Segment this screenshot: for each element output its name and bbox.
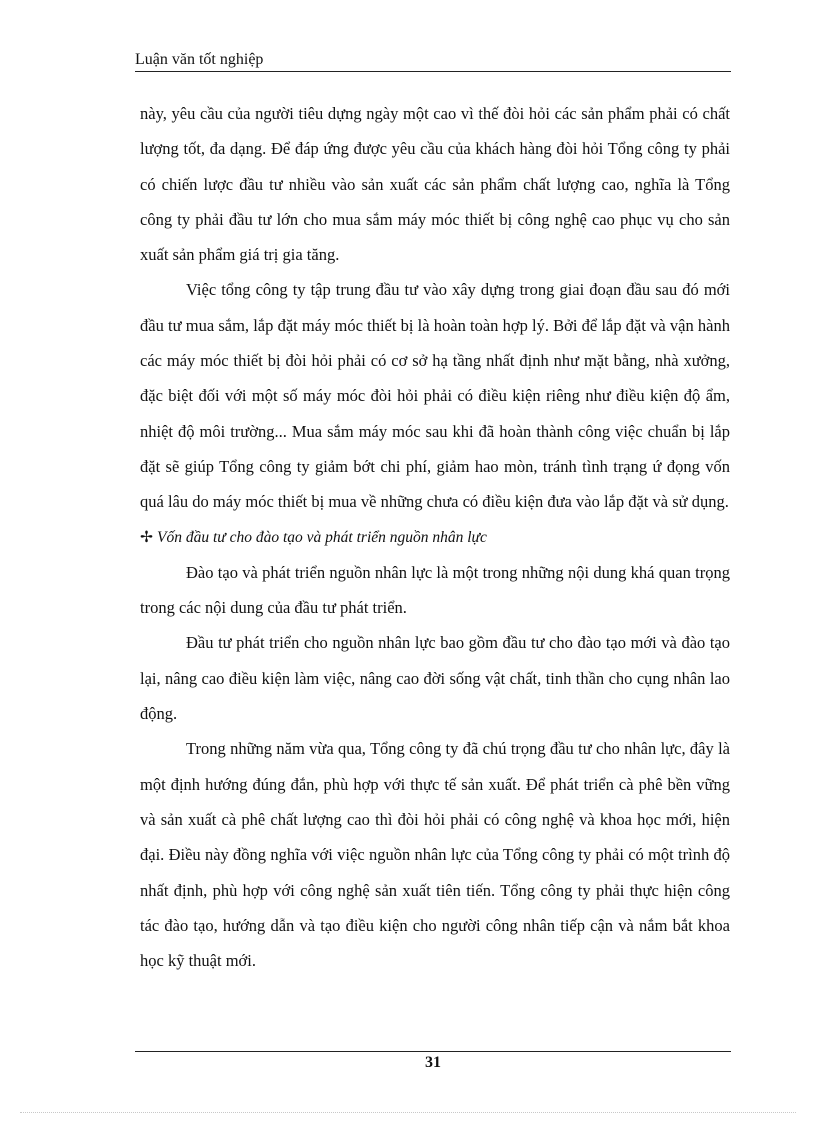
document-body (140, 96, 730, 978)
paragraph-4: Đầu tư phát triển cho nguồn nhân lực bao gồm đầu tư cho đào tạo mới và đào tạo lại, nâng cao điều kiện làm việc, nâng cao đời sống vật chất, tinh thần cho cụng nhân lao động. (140, 633, 730, 724)
page-header: Luận văn tốt nghiệp (135, 51, 264, 68)
section-heading-text: Vốn đầu tư cho đào tạo và phát triển nguồn nhân lực (157, 528, 487, 546)
paragraph-3: Đào tạo và phát triển nguồn nhân lực là một trong những nội dung khá quan trọng trong các nội dung của đầu tư phát triển. (140, 562, 730, 618)
paragraph-2: Việc tổng công ty tập trung đầu tư vào xây dựng trong giai đoạn đầu sau đó mới đầu tư mua sắm, lắp đặt máy móc thiết bị là hoàn toàn hợp lý. Bởi để lắp đặt và vận hành các máy móc thiết bị đòi hỏi phải có cơ sở hạ tầng nhất định như mặt bằng, nhà xưởng, đặc biệt đối với một số máy móc đòi hỏi phải có điều kiện riêng như điều kiện độ ẩm, nhiệt độ môi trường... Mua sắm máy móc sau khi đã hoàn thành công việc chuẩn bị lắp đặt sẽ giúp Tổng công ty giảm bớt chi phí, giảm hao mòn, tránh tình trạng ứ đọng vốn quá lâu do máy móc thiết bị mua về những chưa có điều kiện đưa vào lắp đặt và sử dụng. (140, 280, 730, 512)
page-number: 31 (425, 1054, 441, 1071)
paragraph-1: này, yêu cầu của người tiêu dựng ngày một cao vì thế đòi hỏi các sản phẩm phải có chất lượng tốt, đa dạng. Để đáp ứng được yêu cầu của khách hàng đòi hỏi Tổng công ty phải có chiến lược đầu tư nhiều vào sản xuất các sản phẩm chất lượng cao, nghĩa là Tổng công ty phải đầu tư lớn cho mua sắm máy móc thiết bị công nghệ cao phục vụ cho sản xuất sản phẩm giá trị gia tăng. (140, 104, 730, 265)
paragraph-5: Trong những năm vừa qua, Tổng công ty đã chú trọng đầu tư cho nhân lực, đây là một định hướng đúng đắn, phù hợp với thực tế sản xuất. Để phát triển cà phê bền vững và sản xuất cà phê chất lượng cao thì đòi hỏi phải có công nghệ và khoa học mới, hiện đại. Điều này đồng nghĩa với việc nguồn nhân lực của Tổng công ty phải có một trình độ nhất định, phù hợp với công nghệ sản xuất tiên tiến. Tổng công ty phải thực hiện công tác đào tạo, hướng dẫn và tạo điều kiện cho người công nhân tiếp cận và nắm bắt khoa học kỹ thuật mới. (140, 739, 730, 971)
footer-divider (135, 1051, 731, 1052)
header-divider (135, 71, 731, 72)
page-edge-divider (20, 1112, 796, 1113)
bullet-icon: ✢ (140, 528, 153, 546)
section-heading (140, 520, 730, 555)
